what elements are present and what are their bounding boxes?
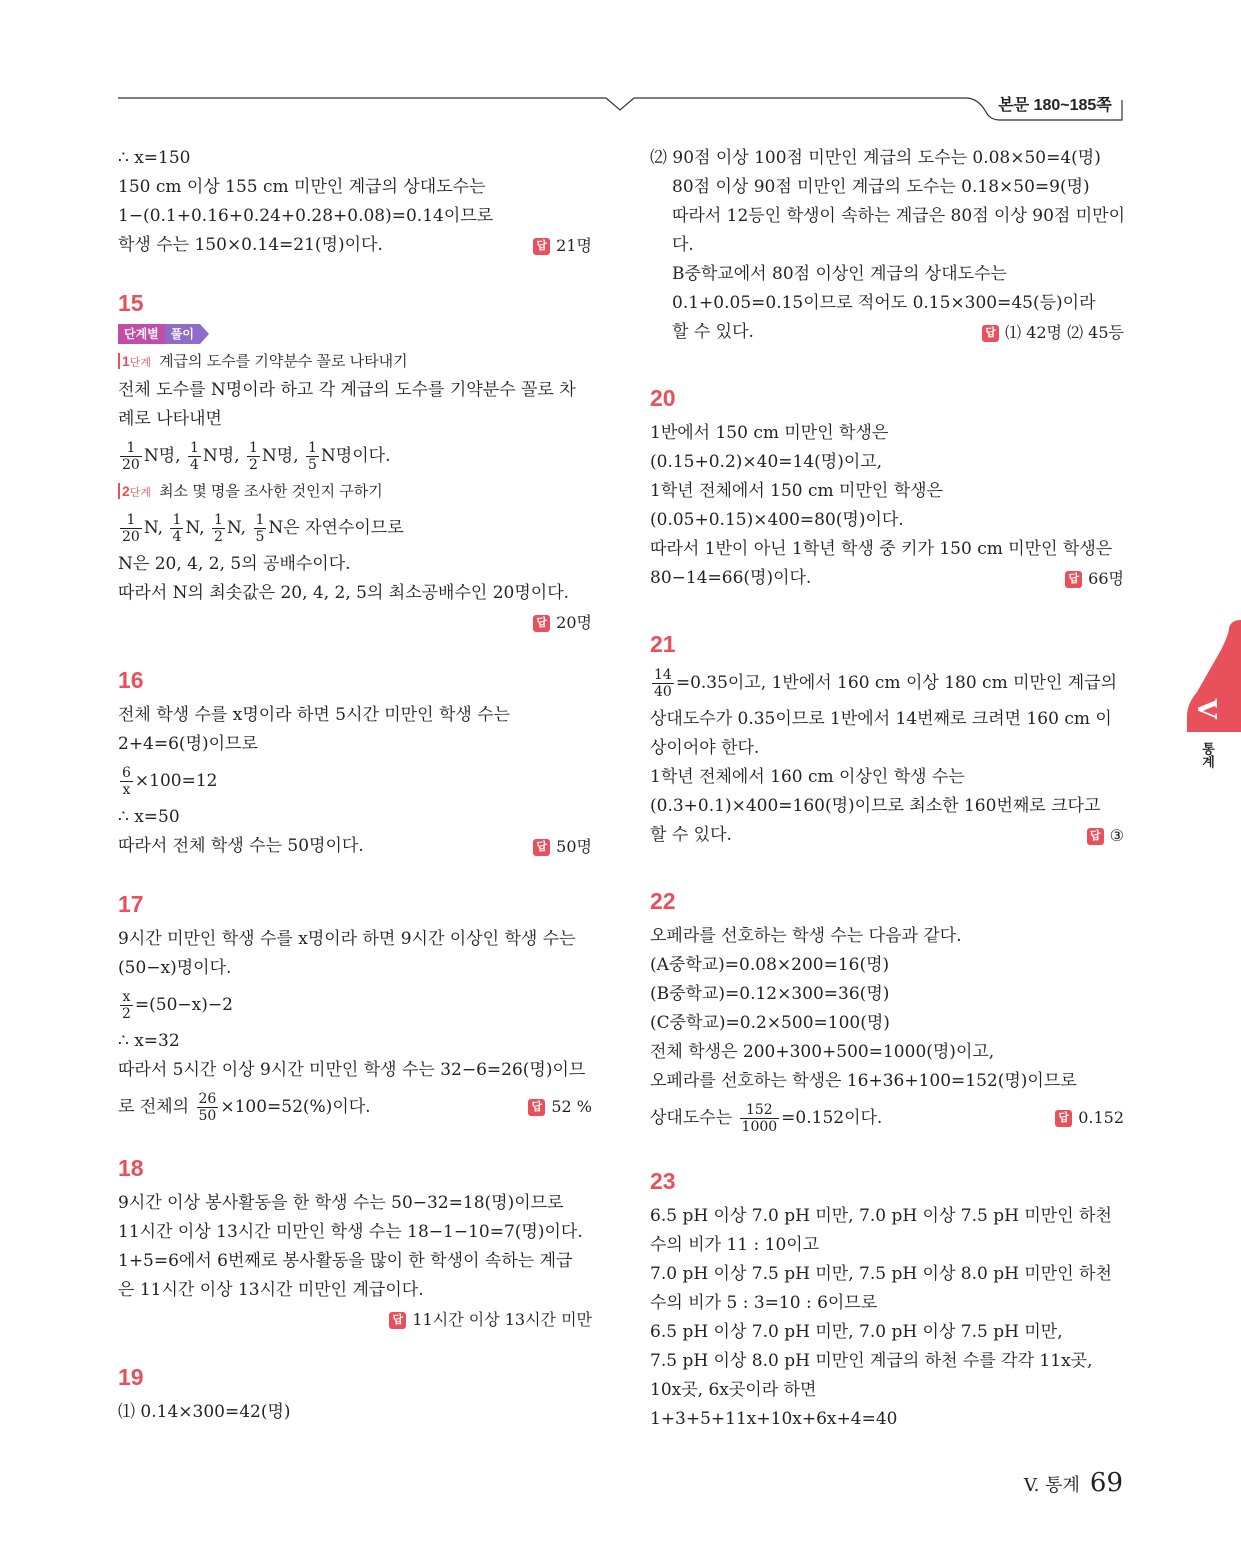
text-line: ⑵ 90점 이상 100점 미만인 계급의 도수는 0.08×50=4(명) bbox=[650, 148, 1101, 168]
fraction: $\frac{1}{2}$ bbox=[248, 440, 258, 473]
text-line: 할 수 있다. 답 ③ bbox=[650, 821, 1124, 850]
text-line: 상이어야 한다. bbox=[650, 738, 760, 758]
text-line: ⑴ 0.14×300=42(명) bbox=[118, 1402, 291, 1422]
fraction: $\frac{6}{x}$ bbox=[122, 765, 131, 798]
text-line: 할 수 있다. 답 ⑴ 42명 ⑵ 45등 bbox=[650, 318, 1124, 347]
answer: 답 21명 bbox=[533, 231, 592, 260]
fraction: $\frac{1}{5}$ bbox=[308, 440, 317, 473]
page-number: 69 bbox=[1089, 1468, 1123, 1498]
text-line: (B중학교)=0.12×300=36(명) bbox=[650, 984, 890, 1004]
fraction: $\frac{x}{2}$ bbox=[122, 989, 131, 1022]
problem-number: 16 bbox=[118, 667, 144, 693]
fraction: $\frac{1}{4}$ bbox=[189, 440, 199, 473]
text-line: 다. bbox=[672, 235, 694, 255]
left-column bbox=[118, 144, 592, 1427]
text-line: 1+5=6에서 6번째로 봉사활동을 많이 한 학생이 속하는 계급 bbox=[118, 1251, 573, 1271]
fraction-line: 로 전체의 $\frac{26}{50}$ ×100=52(%)이다. 답 52 % bbox=[118, 1091, 592, 1124]
chapter-label: 통계 bbox=[1200, 742, 1215, 768]
answer: 답 11시간 이상 13시간 미만 bbox=[118, 1305, 592, 1334]
answer-mark-icon: 답 bbox=[533, 839, 550, 856]
answer: 답 0.152 bbox=[1055, 1100, 1124, 1136]
text-line: (50−x)명이다. bbox=[118, 958, 232, 978]
fraction-line: $\frac{1}{20}$ N, $\frac{1}{4}$ N, $\frac{1}{2}$ N, $\frac{1}{5}$ N은 자연수이므로 bbox=[122, 512, 404, 545]
text-line: 오페라를 선호하는 학생은 16+36+100=152(명)이므로 bbox=[650, 1071, 1077, 1091]
step-solution-badge: 단계별 풀이 bbox=[118, 324, 592, 344]
text-line: 따라서 5시간 이상 9시간 미만인 학생 수는 32−6=26(명)이므 bbox=[118, 1060, 586, 1080]
problem-number: 23 bbox=[650, 1168, 676, 1194]
text-line: 1+3+5+11x+10x+6x+4=40 bbox=[650, 1409, 898, 1429]
answer: 답 20명 bbox=[118, 608, 592, 637]
text-line: 1학년 전체에서 160 cm 이상인 학생 수는 bbox=[650, 767, 965, 787]
text-line: 0.1+0.05=0.15이므로 적어도 0.15×300=45(등)이라 bbox=[672, 293, 1096, 313]
answer-mark-icon: 답 bbox=[1065, 571, 1082, 588]
text-line: (0.05+0.15)×400=80(명)이다. bbox=[650, 510, 904, 530]
answer: 답 66명 bbox=[1065, 564, 1124, 593]
fraction: $\frac{1}{20}$ bbox=[122, 512, 140, 545]
problem-number: 21 bbox=[650, 631, 676, 657]
fraction: $\frac{1}{5}$ bbox=[255, 512, 265, 545]
text-line: 오페라를 선호하는 학생 수는 다음과 같다. bbox=[650, 926, 962, 946]
text-line: 1학년 전체에서 150 cm 미만인 학생은 bbox=[650, 481, 943, 501]
answer-mark-icon: 답 bbox=[982, 325, 999, 342]
text-line: 7.5 pH 이상 8.0 pH 미만인 계급의 하천 수를 각각 11x곳, bbox=[650, 1351, 1093, 1371]
problem-number: 17 bbox=[118, 891, 144, 917]
problem-number: 15 bbox=[118, 290, 144, 316]
text-line: 례로 나타내면 bbox=[118, 409, 222, 429]
fraction: $\frac{1}{20}$ bbox=[122, 440, 140, 473]
text-line: 따라서 1반이 아닌 1학년 학생 중 키가 150 cm 미만인 학생은 bbox=[650, 539, 1113, 559]
answer-mark-icon: 답 bbox=[533, 238, 550, 255]
text-line: 수의 비가 5 : 3=10 : 6이므로 bbox=[650, 1293, 878, 1313]
answer-mark-icon: 답 bbox=[1087, 828, 1104, 845]
text-line: 9시간 이상 봉사활동을 한 학생 수는 50−32=18(명)이므로 bbox=[118, 1193, 564, 1213]
text-line: 따라서 전체 학생 수는 50명이다. 답 50명 bbox=[118, 832, 592, 861]
text-line: ∴ x=150 bbox=[118, 148, 191, 168]
fraction: $\frac{1}{4}$ bbox=[172, 512, 182, 545]
text-line: 10x곳, 6x곳이라 하면 bbox=[650, 1380, 817, 1400]
text-line: B중학교에서 80점 이상인 계급의 상대도수는 bbox=[672, 264, 1007, 284]
text-line: (0.15+0.2)×40=14(명)이고, bbox=[650, 452, 883, 472]
text-line: 6.5 pH 이상 7.0 pH 미만, 7.0 pH 이상 7.5 pH 미만, bbox=[650, 1322, 1063, 1342]
text-line: 전체 도수를 N명이라 하고 각 계급의 도수를 기약분수 꼴로 차 bbox=[118, 380, 576, 400]
text-line: 전체 학생 수를 x명이라 하면 5시간 미만인 학생 수는 bbox=[118, 705, 511, 725]
text-line: 150 cm 이상 155 cm 미만인 계급의 상대도수는 bbox=[118, 177, 486, 197]
answer: 답 ⑴ 42명 ⑵ 45등 bbox=[982, 318, 1124, 347]
fraction-line: $\frac{6}{x}$ ×100=12 bbox=[122, 765, 218, 798]
text-line: 전체 학생은 200+300+500=1000(명)이고, bbox=[650, 1042, 995, 1062]
fraction: $\frac{14}{40}$ bbox=[654, 667, 672, 700]
problem-number: 22 bbox=[650, 888, 676, 914]
header-title: 본문 180~185쪽 bbox=[998, 97, 1112, 114]
text-line: ∴ x=50 bbox=[118, 807, 180, 827]
text-line: 은 11시간 이상 13시간 미만인 계급이다. bbox=[118, 1280, 424, 1300]
text-line: (C중학교)=0.2×500=100(명) bbox=[650, 1013, 890, 1033]
fraction-line: $\frac{x}{2}$ =(50−x)−2 bbox=[122, 989, 233, 1022]
answer-mark-icon: 답 bbox=[528, 1099, 545, 1116]
fraction: $\frac{1}{2}$ bbox=[213, 512, 223, 545]
chapter-letter: V bbox=[1191, 698, 1222, 720]
text-line: 수의 비가 11 : 10이고 bbox=[650, 1235, 820, 1255]
problem-number: 20 bbox=[650, 385, 676, 411]
text-line: 80−14=66(명)이다. 답 66명 bbox=[650, 564, 1124, 593]
text-line: 2+4=6(명)이므로 bbox=[118, 734, 258, 754]
text-line: 6.5 pH 이상 7.0 pH 미만, 7.0 pH 이상 7.5 pH 미만인 하천 bbox=[650, 1206, 1112, 1226]
page-footer bbox=[1024, 1468, 1123, 1498]
footer-chapter: V. 통계 bbox=[1023, 1475, 1080, 1496]
answer: 답 52 % bbox=[528, 1089, 592, 1125]
text-line: ∴ x=32 bbox=[118, 1031, 180, 1051]
text-line: 따라서 N의 최솟값은 20, 4, 2, 5의 최소공배수인 20명이다. bbox=[118, 583, 570, 603]
fraction-line: $\frac{1}{20}$ N명, $\frac{1}{4}$ N명, $\frac{1}{2}$ N명, $\frac{1}{5}$ N명이다. bbox=[122, 440, 391, 473]
right-column bbox=[650, 144, 1124, 1434]
answer-mark-icon: 답 bbox=[389, 1312, 406, 1329]
text-line: N은 20, 4, 2, 5의 공배수이다. bbox=[118, 554, 351, 574]
text-line: 따라서 12등인 학생이 속하는 계급은 80점 이상 90점 미만이 bbox=[672, 206, 1125, 226]
answer-mark-icon: 답 bbox=[1055, 1110, 1072, 1127]
text-line: 1반에서 150 cm 미만인 학생은 bbox=[650, 423, 889, 443]
fraction: $\frac{26}{50}$ bbox=[198, 1091, 217, 1124]
text-line: 11시간 이상 13시간 미만인 학생 수는 18−1−10=7(명)이다. bbox=[118, 1222, 583, 1242]
text-line: 9시간 미만인 학생 수를 x명이라 하면 9시간 이상인 학생 수는 bbox=[118, 929, 576, 949]
fraction-line: 상대도수는 $\frac{152}{1000}$ =0.152이다. 답 0.152 bbox=[650, 1102, 1124, 1135]
text-line: 80점 이상 90점 미만인 계급의 도수는 0.18×50=9(명) bbox=[672, 177, 1090, 197]
answer: 답 ③ bbox=[1087, 821, 1124, 850]
text-line: 7.0 pH 이상 7.5 pH 미만, 7.5 pH 이상 8.0 pH 미만인 하천 bbox=[650, 1264, 1112, 1284]
text-line: 상대도수가 0.35이므로 1반에서 14번째로 크려면 160 cm 이 bbox=[650, 709, 1112, 729]
fraction-line: $\frac{14}{40}$ =0.35이고, 1반에서 160 cm 이상 180 cm 미만인 계급의 bbox=[654, 667, 1118, 700]
problem-number: 18 bbox=[118, 1155, 144, 1181]
problem-number: 19 bbox=[118, 1364, 144, 1390]
text-line: (0.3+0.1)×400=160(명)이므로 최소한 160번째로 크다고 bbox=[650, 796, 1101, 816]
text-line: (A중학교)=0.08×200=16(명) bbox=[650, 955, 890, 975]
answer: 답 50명 bbox=[533, 832, 592, 861]
step-heading: 2단계 최소 몇 명을 조사한 것인지 구하기 bbox=[118, 478, 592, 506]
fraction: $\frac{152}{1000}$ bbox=[741, 1102, 778, 1135]
answer-mark-icon: 답 bbox=[533, 615, 550, 632]
text-line: 학생 수는 150×0.14=21(명)이다. 답 21명 bbox=[118, 231, 592, 260]
text-line: 1−(0.1+0.16+0.24+0.28+0.08)=0.14이므로 bbox=[118, 206, 494, 226]
step-heading: 1단계 계급의 도수를 기약분수 꼴로 나타내기 bbox=[118, 348, 592, 376]
